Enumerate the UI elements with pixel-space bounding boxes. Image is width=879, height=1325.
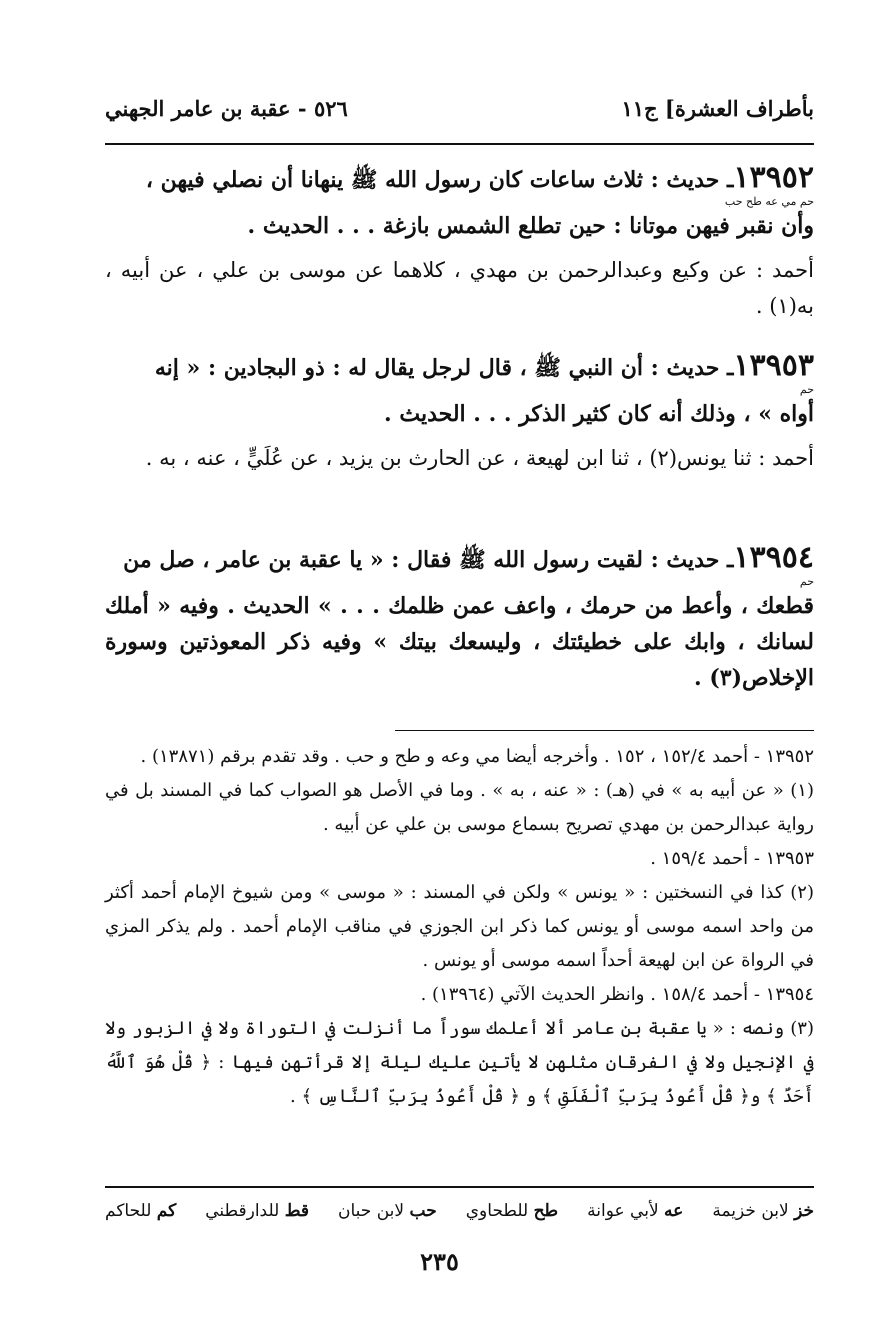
hadith-source-13952: أحمد : عن وكيع وعبدالرحمن بن مهدي ، كلاهما عن موسى بن علي ، عن أبيه ، به(١) . xyxy=(105,258,814,318)
header-section-title: ٥٢٦ - عقبة بن عامر الجهني xyxy=(105,95,348,121)
hadith-number: ١٣٩٥٤ xyxy=(733,540,814,575)
legend-item: قط للدارقطني xyxy=(205,1201,309,1221)
page-number: ٢٣٥ xyxy=(420,1247,459,1276)
hadith-text: ـ حديث : أن النبي ﷺ ، قال لرجل يقال له : ذو البجادين : « إنه xyxy=(154,355,734,381)
source-sigla: حم مي عه طح حب xyxy=(724,195,814,208)
hadith-text: ـ حديث : ثلاث ساعات كان رسول الله ﷺ ينهانا أن نصلي فيهن ، xyxy=(145,167,734,193)
hadith-text-continued: وأن نقبر فيهن موتانا : حين تطلع الشمس بازغة . . . الحديث . xyxy=(247,213,814,239)
legend-item: خز لابن خزيمة xyxy=(712,1201,814,1221)
hadith-entry-13954 xyxy=(105,540,814,696)
source-sigla: حم xyxy=(799,383,814,396)
legend-item: عه لأبي عوانة xyxy=(587,1201,684,1221)
hadith-source-13953: أحمد : ثنا يونس(٢) ، ثنا ابن لهيعة ، عن الحارث بن يزيد ، عن عُلَيٍّ ، عنه ، به . xyxy=(145,446,814,470)
header-book-title: بأطراف العشرة] ج١١ xyxy=(621,95,814,121)
legend-item: طح للطحاوي xyxy=(465,1201,559,1221)
hadith-text: ـ حديث : لقيت رسول الله ﷺ فقال : « يا عقبة بن عامر ، صل من xyxy=(123,547,734,573)
hadith-text-continued: أواه » ، وذلك أنه كان كثير الذكر . . . الحديث . xyxy=(384,401,814,427)
footnote-item: ١٣٩٥٤ - أحمد ١٥٨/٤ . وانظر الحديث الآتي (١٣٩٦٤) . xyxy=(420,984,814,1005)
footnote-item: ١٣٩٥٢ - أحمد ١٥٢/٤ ، ١٥٢ . وأخرجه أيضا مي وعه و طح و حب . وقد تقدم برقم (١٣٨٧١) . xyxy=(140,746,814,767)
legend-item: حب لابن حبان xyxy=(338,1201,437,1221)
footnote-item: (٢) كذا في النسختين : « يونس » ولكن في المسند : « موسى » ومن شيوخ الإمام أحمد أكثر من واحد اسمه موسى أو يونس كما ذكر ابن الجوزي في مناقب الإمام أحمد . ولم يذكر المزي في الرواة عن ابن لهيعة أحداً اسمه موسى أو يونس . xyxy=(105,882,814,971)
legend-divider xyxy=(105,1186,814,1188)
running-header xyxy=(105,88,814,128)
hadith-entry-13953 xyxy=(105,348,814,432)
footnotes xyxy=(105,740,814,1114)
footnote-item: ١٣٩٥٣ - أحمد ١٥٩/٤ . xyxy=(650,848,814,869)
hadith-number: ١٣٩٥٣ xyxy=(733,348,814,383)
footnote-item: (١) « عن أبيه به » في (هـ) : « عنه ، به » . وما في الأصل هو الصواب كما في المسند بل في رواية عبدالرحمن بن مهدي تصريح بسماع موسى بن علي عن أبيه . xyxy=(105,780,814,835)
footnote-divider xyxy=(395,730,814,731)
hadith-number: ١٣٩٥٢ xyxy=(733,160,814,195)
source-sigla: حم xyxy=(799,575,814,588)
footnote-item: (٣) ونصه : « يا عقبة بن عامر ألا أعلمك سوراً ما أنزلت في التوراة ولا في الزبور ولا في الإنجيل ولا في الفرقان مثلهن لا يأتين عليك ليلة إلا قرأتهن فيها : ﴿ قُلْ هُوَ ٱللَّهُ أَحَدٌ ﴾ و﴿ قُلْ أَعُوذُ بِرَبِّ ٱلْفَلَقِ ﴾ و ﴿ قُلْ أَعُوذُ بِرَبِّ ٱلنَّاسِ ﴾ . xyxy=(105,1018,814,1107)
header-divider xyxy=(105,143,814,145)
legend-item: كم للحاكم xyxy=(105,1201,177,1221)
abbreviation-legend xyxy=(105,1195,814,1227)
hadith-entry-13952 xyxy=(105,160,814,244)
hadith-text-continued: قطعك ، وأعط من حرمك ، واعف عمن ظلمك . . . » الحديث . وفيه « أملك لسانك ، وابك على خطيئتك ، وليسعك بيتك » وفيه ذكر المعوذتين وسورة الإخلاص(٣) . xyxy=(105,593,814,691)
